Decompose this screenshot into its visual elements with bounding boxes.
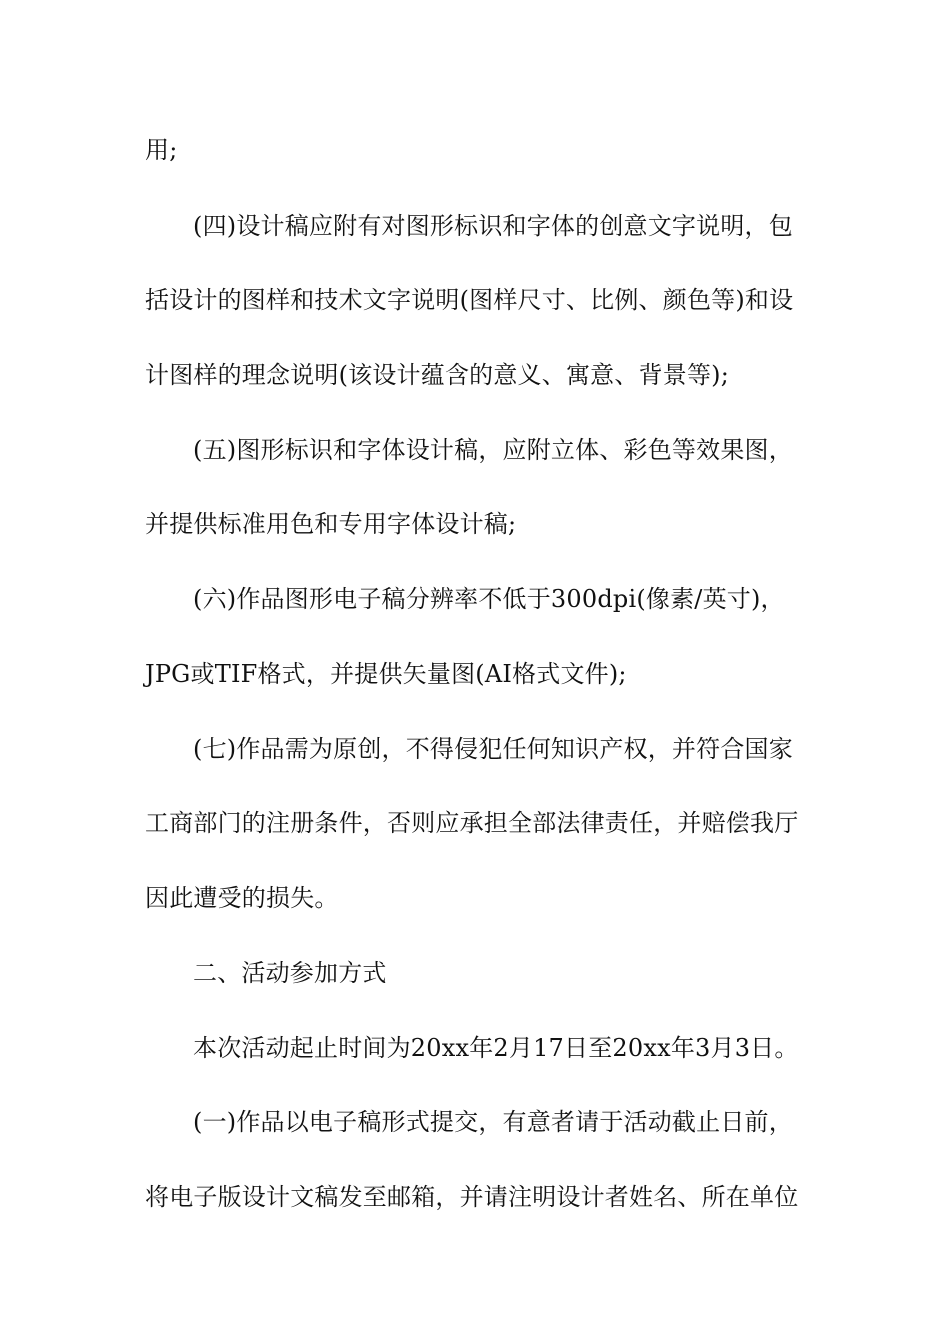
text-line: (四)设计稿应附有对图形标识和字体的创意文字说明，包: [193, 212, 793, 240]
text-line: (五)图形标识和字体设计稿，应附立体、彩色等效果图，: [193, 436, 793, 464]
text-line: (六)作品图形电子稿分辨率不低于300dpi(像素/英寸)，: [193, 585, 785, 613]
text-line: 计图样的理念说明(该设计蕴含的意义、寓意、背景等);: [145, 361, 730, 389]
text-line: 本次活动起止时间为20xx年2月17日至20xx年3月3日。: [193, 1034, 799, 1062]
text-line: 工商部门的注册条件，否则应承担全部法律责任，并赔偿我厅: [145, 809, 799, 837]
text-line: 因此遭受的损失。: [145, 884, 339, 912]
text-line: 用;: [145, 136, 178, 164]
section-heading: 二、活动参加方式: [193, 959, 387, 987]
text-line: (七)作品需为原创，不得侵犯任何知识产权，并符合国家: [193, 735, 793, 763]
text-line: 括设计的图样和技术文字说明(图样尺寸、比例、颜色等)和设: [145, 286, 794, 314]
text-line: 将电子版设计文稿发至邮箱，并请注明设计者姓名、所在单位: [145, 1183, 799, 1211]
text-line: (一)作品以电子稿形式提交，有意者请于活动截止日前，: [193, 1108, 793, 1136]
text-line: 并提供标准用色和专用字体设计稿;: [145, 510, 517, 538]
text-line: JPG或TIF格式，并提供矢量图(AI格式文件);: [145, 660, 627, 688]
